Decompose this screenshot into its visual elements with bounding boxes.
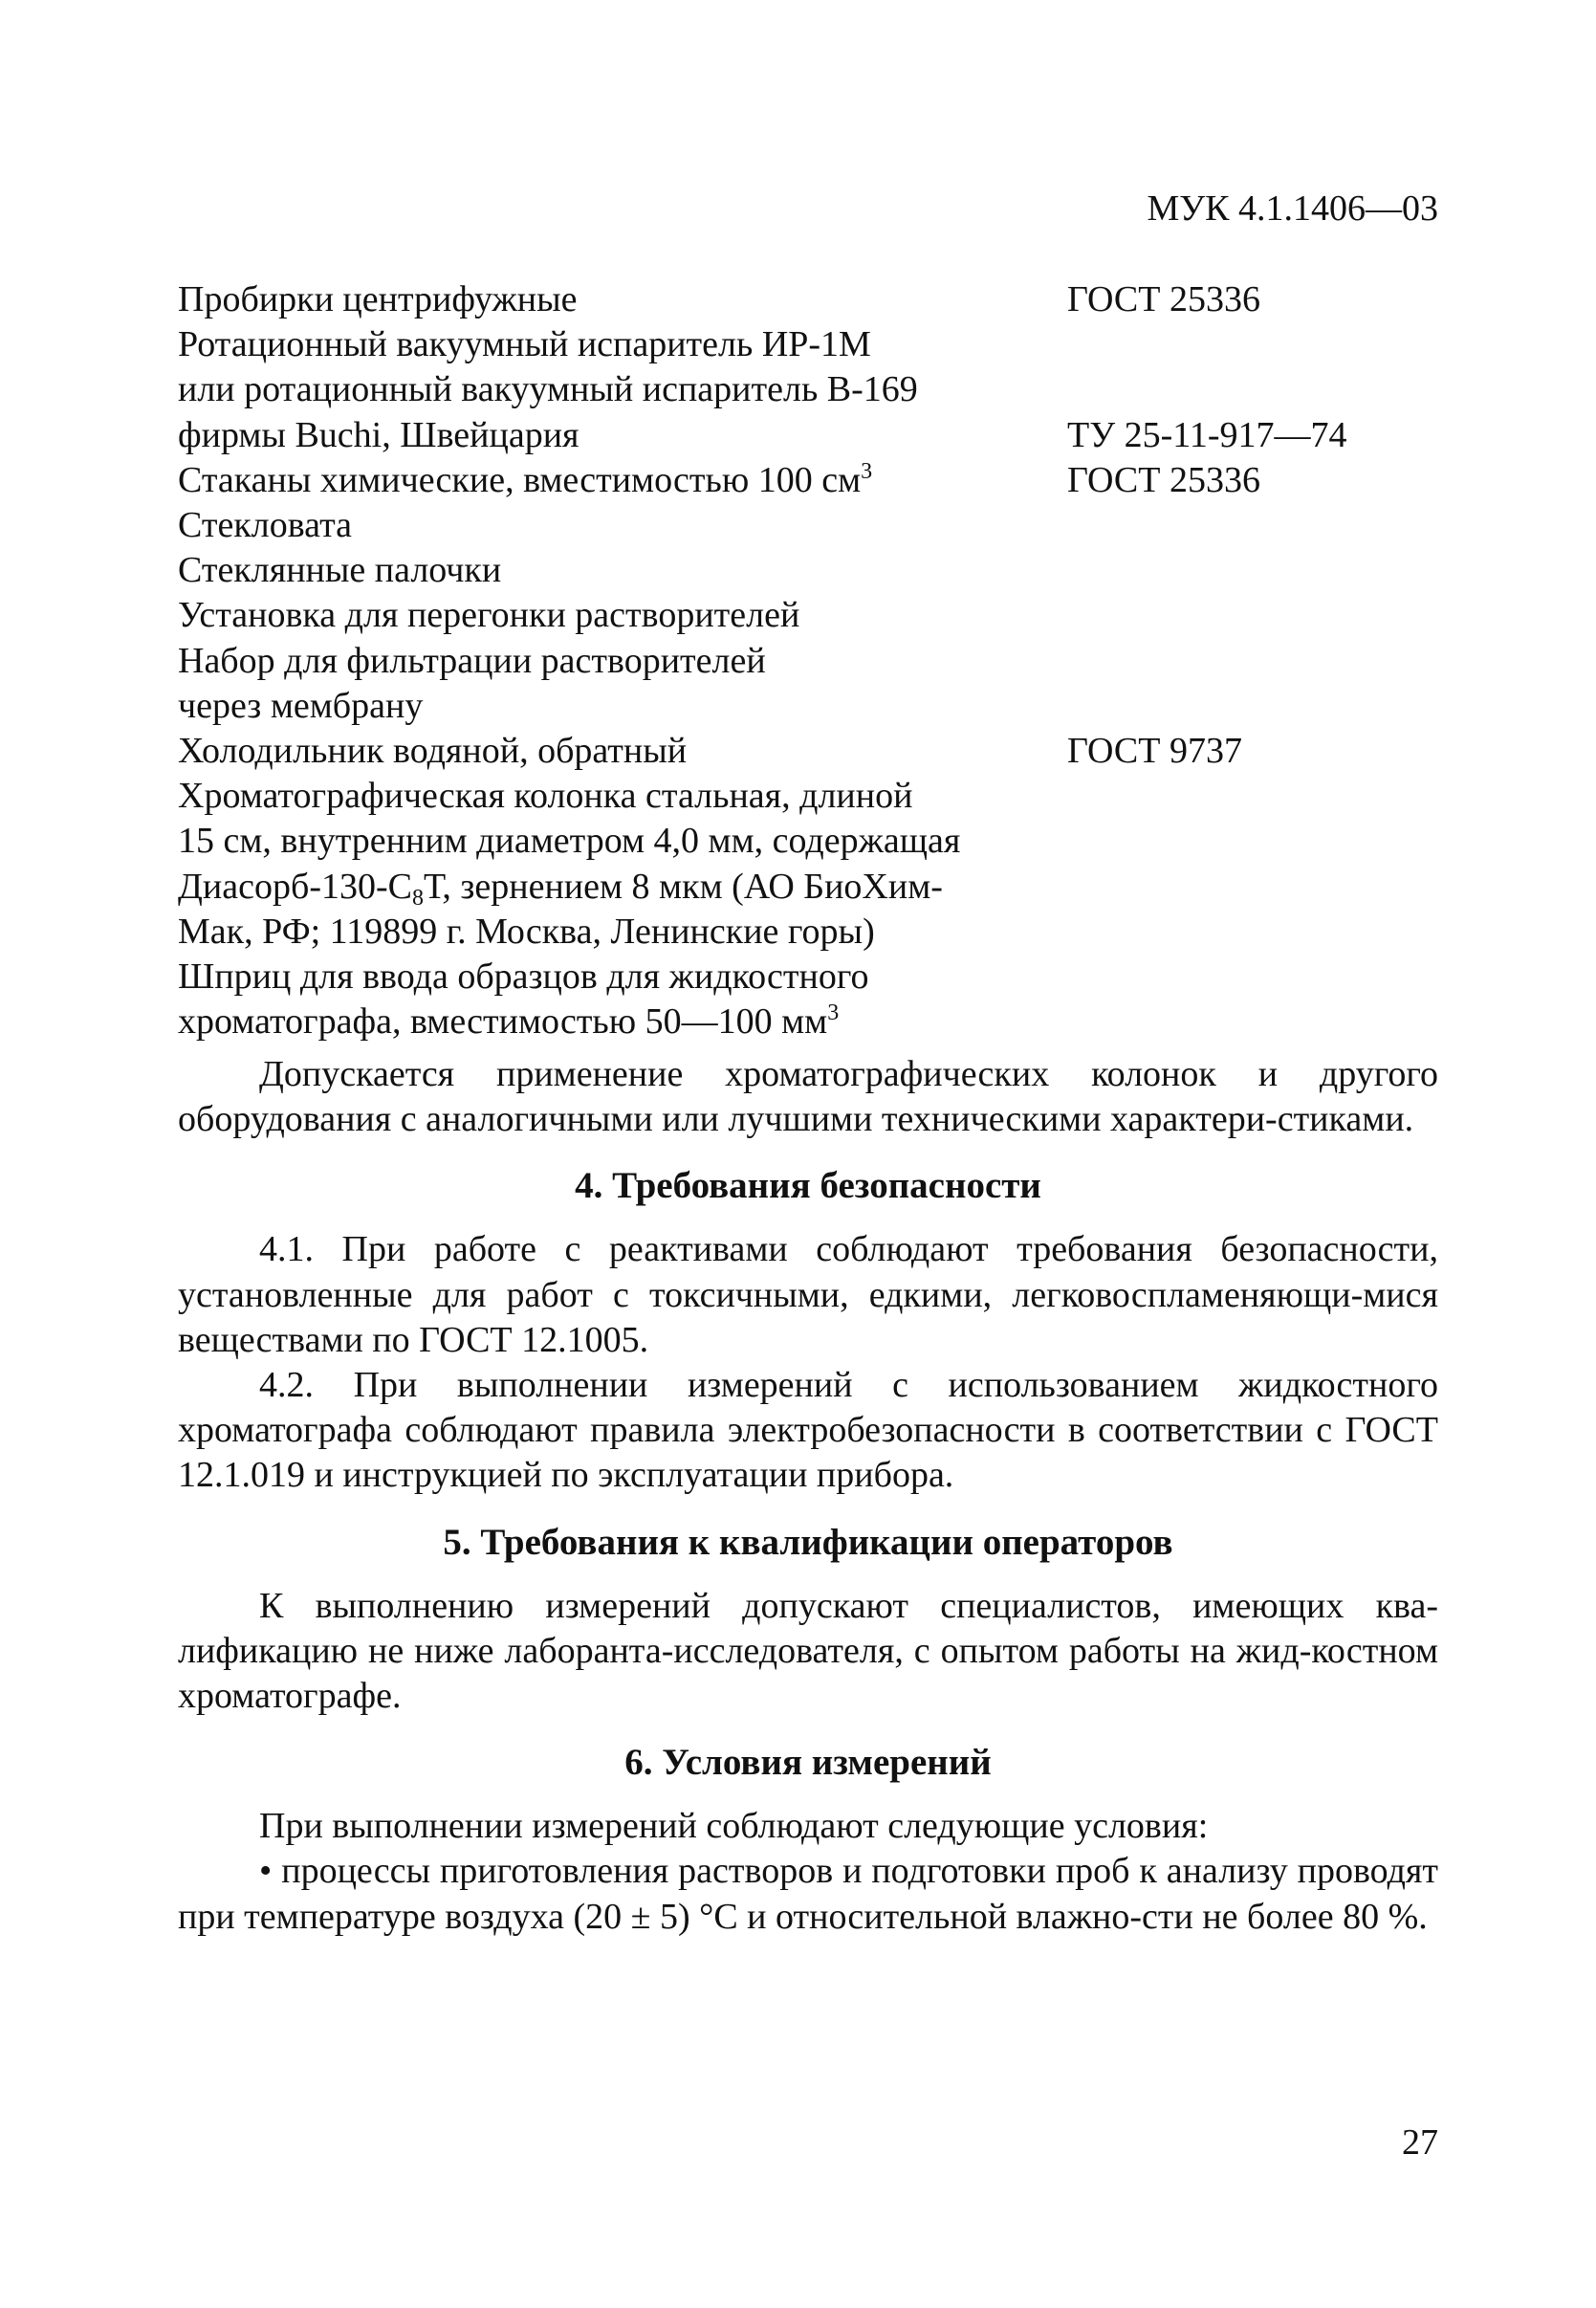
equipment-list — [178, 277, 1438, 1044]
equipment-item-text: Стаканы химические, вместимостью 100 см — [178, 459, 862, 500]
equipment-row — [178, 819, 1438, 864]
equipment-item: фирмы Buchi, Швейцария — [178, 414, 579, 455]
equipment-row — [178, 865, 1438, 910]
document-page — [178, 0, 1438, 2308]
equipment-item-text: Т, зернением 8 мкм (АО БиоХим- — [423, 866, 943, 907]
equipment-row — [178, 322, 1438, 367]
equipment-row — [178, 639, 1438, 684]
section-4-heading: 4. Требования безопасности — [575, 1165, 1041, 1207]
equipment-row — [178, 1000, 1438, 1044]
page-number: 27 — [1402, 2122, 1438, 2163]
equipment-row — [178, 503, 1438, 548]
equipment-item: Хроматографическая колонка стальная, длиной — [178, 776, 913, 817]
equipment-item — [178, 865, 1067, 910]
equipment-row — [178, 593, 1438, 638]
subscript: 8 — [411, 885, 424, 911]
equipment-row — [178, 413, 1438, 458]
equipment-row — [178, 548, 1438, 593]
equipment-item: Мак, РФ; 119899 г. Москва, Ленинские горы) — [178, 911, 875, 952]
equipment-item-text: хроматографа, вместимостью 50—100 мм — [178, 1001, 828, 1043]
equipment-row — [178, 684, 1438, 729]
document-body — [178, 1052, 1438, 1940]
equipment-item: Шприц для ввода образцов для жидкостного — [178, 956, 869, 998]
equipment-item: Пробирки центрифужные — [178, 279, 578, 319]
superscript: 3 — [861, 458, 873, 484]
equipment-row — [178, 729, 1438, 774]
equipment-item — [178, 1000, 1067, 1044]
equipment-standard: ГОСТ 25336 — [1067, 459, 1260, 500]
equipment-item: Холодильник водяной, обратный — [178, 731, 688, 772]
equipment-item: Установка для перегонки растворителей — [178, 595, 800, 636]
equipment-item-text: Диасорб-130-С — [178, 866, 412, 907]
section-5-heading: 5. Требования к квалификации операторов — [443, 1521, 1173, 1563]
section-5-paragraph-1: К выполнению измерений допускают специалистов, имеющих ква-лификацию не ниже лаборанта-исследователя, с опытом работы на жид-костном хроматографе. — [178, 1585, 1438, 1717]
section-6-paragraph-2: • процессы приготовления растворов и подготовки проб к анализу проводят при температуре воздуха (20 ± 5) °С и относительной влажно-сти не более 80 %. — [178, 1851, 1438, 1937]
equipment-row — [178, 367, 1438, 412]
section-4-paragraph-1: 4.1. При работе с реактивами соблюдают требования безопасности, установленные для работ с токсичными, едкими, легковоспламеняющи-мися веществами по ГОСТ 12.1005. — [178, 1229, 1438, 1360]
equipment-row — [178, 955, 1438, 1000]
equipment-item: Ротационный вакуумный испаритель ИР-1М — [178, 324, 871, 365]
equipment-item: 15 см, внутренним диаметром 4,0 мм, содержащая — [178, 821, 961, 862]
document-code: МУК 4.1.1406—03 — [1147, 188, 1438, 229]
equipment-row — [178, 910, 1438, 955]
equipment-item: Набор для фильтрации растворителей — [178, 640, 766, 681]
equipment-row — [178, 458, 1438, 503]
equipment-item: Стекловата — [178, 505, 353, 546]
equipment-row — [178, 277, 1438, 322]
equipment-item — [178, 458, 1067, 503]
equipment-item: Стеклянные палочки — [178, 550, 502, 591]
section-4-paragraph-2: 4.2. При выполнении измерений с использованием жидкостного хроматографа соблюдают правила электробезопасности в соответствии с ГОСТ 12.1.019 и инструкцией по эксплуатации прибора. — [178, 1365, 1438, 1496]
equipment-row — [178, 774, 1438, 819]
section-6-heading: 6. Условия измерений — [624, 1742, 992, 1784]
equipment-item: или ротационный вакуумный испаритель В-169 — [178, 369, 918, 410]
section-6-paragraph-1: При выполнении измерений соблюдают следующие условия: — [259, 1806, 1209, 1847]
equipment-standard: ГОСТ 25336 — [1067, 279, 1260, 319]
allowed-equipment-note: Допускается применение хроматографических колонок и другого оборудования с аналогичными или лучшими техническими характери-стиками. — [178, 1054, 1438, 1140]
superscript: 3 — [827, 1000, 840, 1026]
equipment-standard: ТУ 25-11-917—74 — [1067, 414, 1347, 455]
equipment-item: через мембрану — [178, 685, 424, 726]
equipment-standard: ГОСТ 9737 — [1067, 731, 1242, 772]
